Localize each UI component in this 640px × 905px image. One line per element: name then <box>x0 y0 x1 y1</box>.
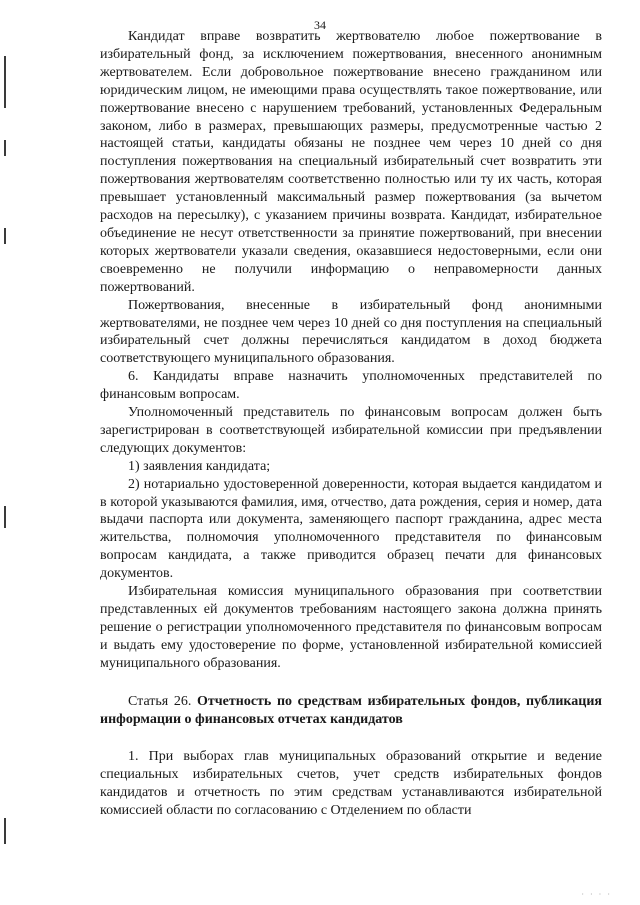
paragraph-anonymous-donations: Пожертвования, внесенные в избирательный фонд анонимными жертвователями, не позднее чем через 10 дней со дня поступления на специальный избирательный счет должны перечисляться кандидатом в доход бюджета соответствующего муниципального образования. <box>100 297 602 367</box>
margin-line <box>4 228 6 244</box>
article-heading <box>100 693 602 729</box>
margin-line <box>4 506 6 528</box>
paragraph-article-26-item-1: 1. При выборах глав муниципальных образований открытие и ведение специальных избирательных счетов, учет средств избирательных фондов кандидатов и отчетность по этим средствам устанавливаются избирательной комиссией области по согласованию с Отделением по области <box>100 749 602 819</box>
margin-line <box>4 56 6 108</box>
article-prefix: Статья 26. <box>128 693 192 709</box>
paragraph-candidate-return: Кандидат вправе возвратить жертвователю любое пожертвование в избирательный фонд, за исключением пожертвования, внесенного анонимным жертвователем. Если добровольное пожертвование внесено гражданином или юридическим лицом, не имеющими права осуществлять такое пожертвование, или пожертвование внесено с нарушением требований, установленных Федеральным законом, либо в размерах, превышающих размеры, предусмотренные частью 2 настоящей статьи, кандидаты обязаны не позднее чем через 10 дней со дня поступления пожертвования на специальный избирательный счет возвратить эти пожертвования жертвователям соответственно полностью или ту их часть, которая превышает установленный максимальный размер пожертвования (за вычетом расходов на пересылку), с указанием причины возврата. Кандидат, избирательное объединение не несут ответственности за принятие пожертвований, при внесении которых жертвователи указали сведения, оказавшиеся недостоверными, если они своевременно не получили информацию о неправомерности данных пожертвований. <box>100 29 602 295</box>
paragraph-item-1: 1) заявления кандидата; <box>128 458 271 474</box>
scan-artifact: · · · · <box>581 890 612 899</box>
article-title: Отчетность по средствам избирательных фондов, публикация информации о финансовых отчетах кандидатов <box>100 693 602 727</box>
page-number: 34 <box>314 18 326 32</box>
paragraph-financial-representatives: 6. Кандидаты вправе назначить уполномоченных представителей по финансовым вопросам. <box>100 369 602 403</box>
paragraph-item-2: 2) нотариально удостоверенной доверенности, которая выдается кандидатом и в которой указываются фамилия, имя, отчество, дата рождения, серия и номер, дата выдачи паспорта или документа, заменяющего паспорт гражданина, адрес места жительства, полномочия уполномоченного представителя по финансовым вопросам кандидата, а также приводится образец печати для финансовых документов. <box>100 476 602 582</box>
margin-line <box>4 140 6 156</box>
paragraph-registration: Уполномоченный представитель по финансовым вопросам должен быть зарегистрирован в соответствующей избирательной комиссии при предъявлении следующих документов: <box>100 405 602 456</box>
document-body <box>100 28 602 820</box>
paragraph-commission-decision: Избирательная комиссия муниципального образования при соответствии представленных ей документов требованиям настоящего закона должна принять решение о регистрации уполномоченного представителя по финансовым вопросам и выдать ему удостоверение по форме, установленной избирательной комиссией муниципального образования. <box>100 584 602 671</box>
margin-line <box>4 818 6 844</box>
